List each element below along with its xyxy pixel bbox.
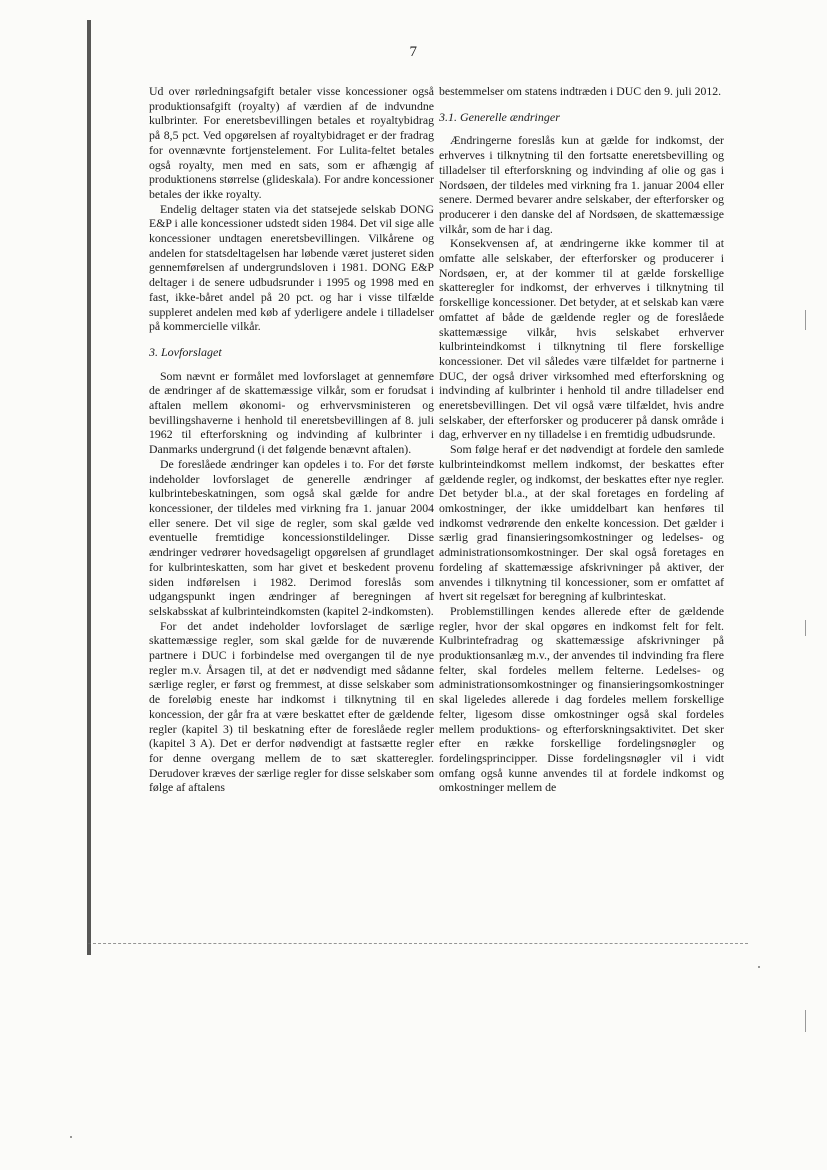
scan-speck <box>758 966 760 968</box>
paragraph: Problemstillingen kendes allerede efter de gældende regler, hvor der skal opgøres en indkomst felt for felt. Kulbrintefradrag og skattemæssige afskrivninger på produktionsanlæg m.v., der anvendes til indvinding fra flere felter, skal fordeles mellem felterne. Ledelses- og administrationsomkostninger og finansieringsomkostninger skal ligeledes allerede i dag fordeles mellem forskellige felter, ligesom disse omkostninger også skal fordeles mellem produktions- og efterforskningsaktivitet. Det sker efter en række forskellige fordelingsnøgler og fordelingsprincipper. Disse fordelingsnøgler vil i vidt omfang også kunne anvendes til at fordele indkomst og omkostninger mellem de <box>439 603 724 795</box>
left-column <box>149 84 434 795</box>
binding-edge-shadow <box>87 20 91 955</box>
paragraph: Som nævnt er formålet med lovforslaget at gennemføre de ændringer af de skattemæssige vilkår, som er forudsat i aftalen mellem økonomi- og erhvervsministeren og bevillingshaverne i henhold til eneretsbevillingen af 8. juli 1962 til efterforskning og indvinding af kulbrinter i Danmarks undergrund (i det følgende benævnt aftalen). <box>149 368 434 457</box>
scan-fold-line <box>88 943 748 945</box>
paragraph: For det andet indeholder lovforslaget de særlige skattemæssige regler, som skal gælde for de nuværende partnere i DUC i forbindelse med overgangen til de nye regler m.v. Årsagen til, at det er nødvendigt med sådanne særlige regler, er først og fremmest, at disse selskaber som de foreløbig eneste har indkomst i tilknytning til en koncession, der går fra at være beskattet efter de gældende regler (kapitel 3) til beskatning efter de foreslåede regler (kapitel 3 A). Det er derfor nødvendigt at fastsætte regler for denne overgang mellem de to sæt skatteregler. Derudover kræves der særlige regler for disse selskaber som følge af aftalens <box>149 618 435 795</box>
paragraph: Som følge heraf er det nødvendigt at fordele den samlede kulbrinteindkomst mellem indkomst, der beskattes efter gældende regler, og indkomst, der beskattes efter nye regler. Det betyder bl.a., at der skal foretages en fordeling af omkostninger, der ikke umiddelbart kan henføres til indkomst vedrørende den enkelte koncession. Det gælder i særlig grad finansieringsomkostninger og ledelses- og administrationsomkostninger. Der skal også foretages en fordeling af skattemæssige afskrivninger på aktiver, der anvendes i tilknytning til koncessioner, som er omfattet af hvert sit regelsæt for beregning af kulbrinteskat. <box>439 442 724 604</box>
right-column <box>439 84 724 795</box>
section-heading: 3.1. Generelle ændringer <box>439 109 560 124</box>
paragraph: Ud over rørledningsafgift betaler visse koncessioner også produktionsafgift (royalty) af værdien af de indvundne kulbrinter. For eneretsbevillingen betales et royaltybidrag på 8,5 pct. Ved opgørelsen af royaltybidraget er der fradrag for ovennævnte fortjenstelement. For Lulita-feltet betales også royalty, men med en sats, som er afhængig af produktionens størrelse (glideskala). For andre koncessioner betales der ikke royalty. <box>149 84 435 201</box>
paragraph: bestemmelser om statens indtræden i DUC den 9. juli 2012. <box>439 84 722 98</box>
scan-edge-mark <box>805 620 806 636</box>
paragraph: Endelig deltager staten via det statsejede selskab DONG E&P i alle koncessioner udstedt siden 1984. Det vil sige alle koncessioner undtagen eneretsbevillingen. Vilkårene og andelen for statsdeltagelsen har løbende været justeret siden gennemførelsen af undergrundsloven i 1981. DONG E&P deltager i de senere udbudsrunder i 1995 og 1998 med en fast, ikke-båret andel på 20 pct. og har i visse tilfælde suppleret andelen med køb af yderligere andele i tilladelser på kommercielle vilkår. <box>149 201 434 334</box>
paragraph: De foreslåede ændringer kan opdeles i to. For det første indeholder lovforslaget de generelle ændringer af kulbrintebeskatningen, som også skal gælde for andre koncessioner, der tildeles med virkning fra 1. januar 2004 eller senere. Det vil sige de regler, som skal gælde ved eventuelle fremtidige koncessionstildelinger. Disse ændringer vedrører hovedsageligt opgørelsen af grundlaget for kulbrinteskatten, som har givet et beskedent provenu siden indførelsen i 1982. Derimod foreslås som udgangspunkt ingen ændringer af beregningen af selskabsskat af kulbrinteindkomsten (kapitel 2-indkomsten). <box>149 456 434 618</box>
page-number: 7 <box>409 44 418 60</box>
scan-speck <box>70 1136 72 1138</box>
scan-edge-mark <box>805 310 806 330</box>
paragraph: Konsekvensen af, at ændringerne ikke kommer til at omfatte alle selskaber, der efterforsker og producerer i Nordsøen, er, at der kommer til at gælde forskellige skatteregler for indkomst, der erhverves i tilknytning til forskellige koncessioner. Det betyder, at et selskab kan være omfattet af både de gældende regler og de foreslåede skattemæssige vilkår, hvis selskabet erhverver kulbrinteindkomst i tilknytning til flere forskellige koncessioner. Det vil således være tilfældet for partnerne i DUC, der også driver virksomhed med efterforskning og indvinding af kulbrinter i henhold til andre tilladelser end eneretsbevillingen. Det vil også være tilfældet, hvis andre selskaber, der efterforsker og producerer på dansk område i dag, erhverver en ny tilladelse i en fremtidig udbudsrunde. <box>439 236 724 442</box>
section-heading: 3. Lovforslaget <box>149 344 222 359</box>
paragraph: Ændringerne foreslås kun at gælde for indkomst, der erhverves i tilknytning til den fortsatte eneretsbevilling og tilladelser til efterforskning og indvinding af olie og gas i Nordsøen, der tildeles med virkning fra 1. januar 2004 eller senere. Dermed bevarer andre selskaber, der efterforsker og producerer i den danske del af Nordsøen, de skattemæssige vilkår, som de har i dag. <box>439 133 724 236</box>
scan-edge-mark <box>805 1010 806 1032</box>
